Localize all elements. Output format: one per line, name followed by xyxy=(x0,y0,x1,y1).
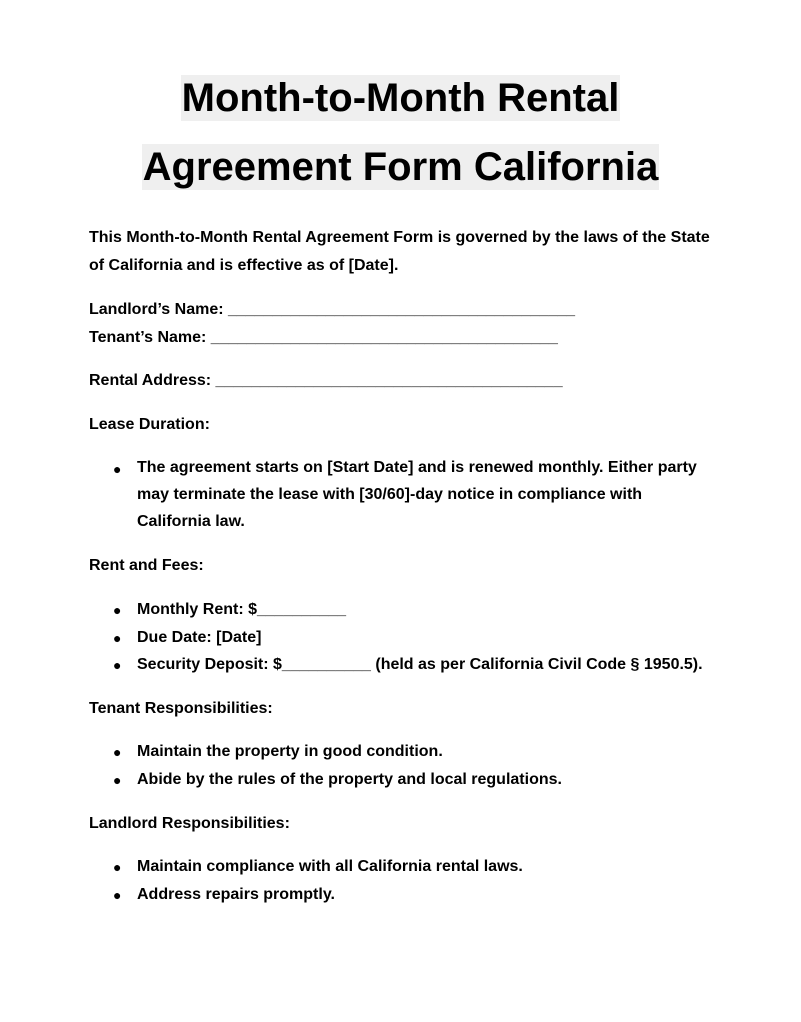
document-title xyxy=(0,75,801,190)
intro-paragraph: This Month-to-Month Rental Agreement Form is governed by the laws of the State of California and is effective as of [Date]. xyxy=(89,229,710,274)
due-date-item: Due Date: [Date] xyxy=(137,629,262,646)
bullet-icon: ● xyxy=(113,744,122,760)
tenant-responsibility-item: Maintain the property in good condition. xyxy=(137,743,443,760)
lease-duration-heading: Lease Duration: xyxy=(89,416,210,433)
tenant-responsibility-item: Abide by the rules of the property and local regulations. xyxy=(137,771,562,788)
rent-fees-heading: Rent and Fees: xyxy=(89,557,204,574)
bullet-icon: ● xyxy=(113,461,122,477)
security-deposit-item: Security Deposit: $__________ (held as per California Civil Code § 1950.5). xyxy=(137,656,703,673)
landlord-responsibility-item: Address repairs promptly. xyxy=(137,886,335,903)
landlord-responsibilities-heading: Landlord Responsibilities: xyxy=(89,815,290,832)
lease-duration-item: The agreement starts on [Start Date] and is renewed monthly. Either party may terminate the lease with [30/60]-day notice in compliance with California law. xyxy=(137,459,697,530)
bullet-icon: ● xyxy=(113,657,122,673)
bullet-icon: ● xyxy=(113,887,122,903)
title-line-2: Agreement Form California xyxy=(142,145,659,189)
title-line-1: Month-to-Month Rental xyxy=(181,76,620,120)
landlord-name-field: Landlord’s Name: _______________________________________ xyxy=(89,301,576,318)
tenant-responsibilities-heading: Tenant Responsibilities: xyxy=(89,700,273,717)
bullet-icon: ● xyxy=(113,859,122,875)
landlord-responsibility-item: Maintain compliance with all California rental laws. xyxy=(137,858,523,875)
bullet-icon: ● xyxy=(113,630,122,646)
rental-address-field: Rental Address: _______________________________________ xyxy=(89,372,563,389)
bullet-icon: ● xyxy=(113,772,122,788)
bullet-icon: ● xyxy=(113,602,122,618)
tenant-name-field: Tenant’s Name: _______________________________________ xyxy=(89,329,558,346)
monthly-rent-item: Monthly Rent: $__________ xyxy=(137,601,346,618)
